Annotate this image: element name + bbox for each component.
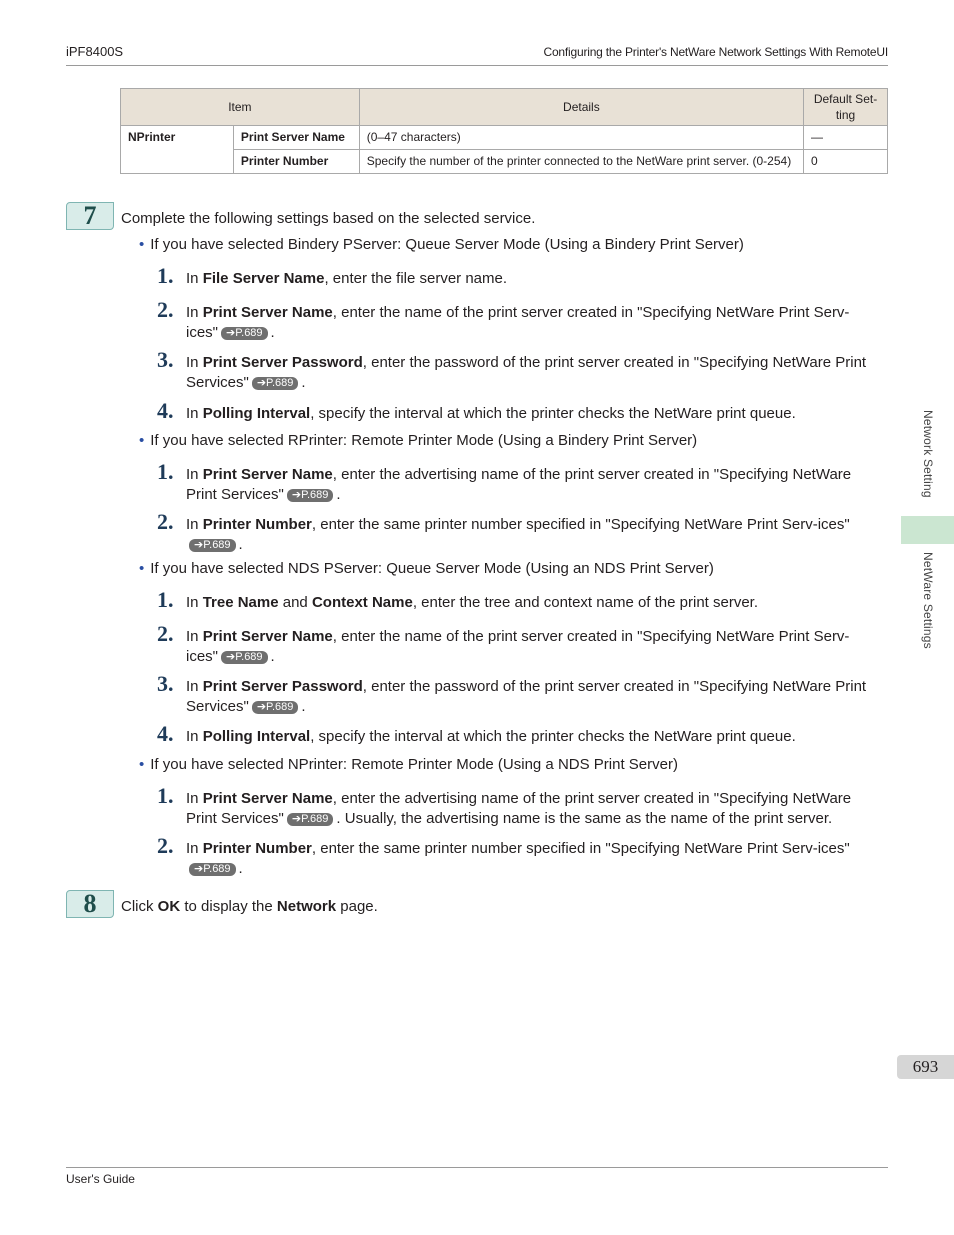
bullet-text: If you have selected RPrinter: Remote Printer Mode (Using a Bindery Print Server) bbox=[150, 432, 698, 449]
col-header-item: Item bbox=[121, 89, 360, 126]
step-7-text: Complete the following settings based on the selected service. bbox=[121, 210, 536, 227]
bullet-text: If you have selected NPrinter: Remote Printer Mode (Using a NDS Print Server) bbox=[150, 756, 678, 773]
page-reference-link[interactable]: ➔P.689 bbox=[252, 701, 299, 714]
step-number-badge: 8 bbox=[66, 890, 114, 918]
table-cell-details: (0–47 characters) bbox=[359, 126, 803, 150]
footer-rule bbox=[66, 1167, 888, 1168]
sub-step-text: In Print Server Name, enter the advertising name of the print server created in "Specifying NetWare Print Services" ➔P.689 . bbox=[186, 466, 852, 503]
settings-table bbox=[120, 88, 888, 174]
step-number-badge: 7 bbox=[66, 202, 114, 230]
sub-step-text: In Print Server Password, enter the password of the print server created in "Specifying NetWare Print Services" ➔P.689 . bbox=[186, 354, 867, 391]
sub-step-number: 1. bbox=[157, 459, 174, 484]
bullet-icon: • bbox=[139, 432, 145, 449]
table-cell-item: Printer Number bbox=[233, 150, 359, 174]
bullet-icon: • bbox=[139, 756, 145, 773]
sub-step-number: 4. bbox=[157, 398, 174, 423]
sub-step-text: In Tree Name and Context Name, enter the tree and context name of the print server. bbox=[186, 594, 759, 611]
sub-step-number: 2. bbox=[157, 621, 174, 646]
sub-step-number: 1. bbox=[157, 783, 174, 808]
sub-step-number: 2. bbox=[157, 833, 174, 858]
sub-step-text: In Print Server Name, enter the name of the print server created in "Specifying NetWare Print Serv-ices" ➔P.689 . bbox=[186, 628, 850, 665]
sub-step-number: 1. bbox=[157, 587, 174, 612]
header-rule bbox=[66, 65, 888, 66]
bullet-nprinter bbox=[139, 756, 678, 773]
table-row bbox=[121, 150, 888, 174]
sub-step-number: 2. bbox=[157, 297, 174, 322]
sub-step-number: 2. bbox=[157, 509, 174, 534]
header-model: iPF8400S bbox=[66, 44, 124, 59]
bullet-rprinter bbox=[139, 432, 697, 449]
page-reference-link[interactable]: ➔P.689 bbox=[189, 539, 236, 552]
sub-step-number: 3. bbox=[157, 671, 174, 696]
page-reference-link[interactable]: ➔P.689 bbox=[189, 863, 236, 876]
side-tab-netware-settings[interactable]: NetWare Settings bbox=[921, 552, 935, 649]
sub-step-number: 4. bbox=[157, 721, 174, 746]
page-reference-link[interactable]: ➔P.689 bbox=[287, 489, 334, 502]
table-header-row bbox=[121, 89, 888, 126]
footer-guide-name: User's Guide bbox=[66, 1172, 135, 1186]
step-8-text: Click OK to display the Network page. bbox=[121, 898, 378, 915]
table-row bbox=[121, 126, 888, 150]
sub-step-text: In Polling Interval, specify the interval at which the printer checks the NetWare print queue. bbox=[186, 728, 796, 745]
sub-step-text: In File Server Name, enter the file server name. bbox=[186, 270, 508, 287]
bullet-nds-pserver bbox=[139, 560, 714, 577]
bullet-icon: • bbox=[139, 560, 145, 577]
sub-step-text: In Printer Number, enter the same printer number specified in "Specifying NetWare Print Serv-ices"➔P.689 . bbox=[186, 516, 850, 553]
page-reference-link[interactable]: ➔P.689 bbox=[221, 651, 268, 664]
col-header-details: Details bbox=[359, 89, 803, 126]
bullet-bindery-pserver bbox=[139, 236, 744, 253]
header-section-title: Configuring the Printer's NetWare Network Settings With RemoteUI bbox=[543, 45, 888, 59]
bullet-text: If you have selected Bindery PServer: Queue Server Mode (Using a Bindery Print Server) bbox=[150, 236, 744, 253]
sub-step-text: In Print Server Name, enter the advertising name of the print server created in "Specifying NetWare Print Services" ➔P.689 . Usually, the advertising name is the same as the name of the print server. bbox=[186, 790, 852, 827]
table-cell-item: Print Server Name bbox=[233, 126, 359, 150]
bullet-text: If you have selected NDS PServer: Queue Server Mode (Using an NDS Print Server) bbox=[150, 560, 714, 577]
sub-step-number: 1. bbox=[157, 263, 174, 288]
bullet-icon: • bbox=[139, 236, 145, 253]
side-tab-network-setting[interactable]: Network Setting bbox=[921, 410, 935, 498]
col-header-default: Default Set-ting bbox=[804, 89, 888, 126]
table-cell-details: Specify the number of the printer connected to the NetWare print server. (0-254) bbox=[359, 150, 803, 174]
sub-step-text: In Polling Interval, specify the interval at which the printer checks the NetWare print queue. bbox=[186, 405, 796, 422]
page-number: 693 bbox=[897, 1055, 954, 1079]
table-cell-default: — bbox=[804, 126, 888, 150]
page-reference-link[interactable]: ➔P.689 bbox=[252, 377, 299, 390]
sub-step-text: In Print Server Password, enter the password of the print server created in "Specifying NetWare Print Services" ➔P.689 . bbox=[186, 678, 867, 715]
table-cell-default: 0 bbox=[804, 150, 888, 174]
side-tab-highlight bbox=[901, 516, 954, 544]
page-reference-link[interactable]: ➔P.689 bbox=[287, 813, 334, 826]
page-reference-link[interactable]: ➔P.689 bbox=[221, 327, 268, 340]
sub-step-number: 3. bbox=[157, 347, 174, 372]
sub-step-text: In Print Server Name, enter the name of the print server created in "Specifying NetWare Print Serv-ices" ➔P.689 . bbox=[186, 304, 850, 341]
table-group-cell: NPrinter bbox=[121, 126, 234, 174]
sub-step-text: In Printer Number, enter the same printer number specified in "Specifying NetWare Print Serv-ices"➔P.689 . bbox=[186, 840, 850, 877]
